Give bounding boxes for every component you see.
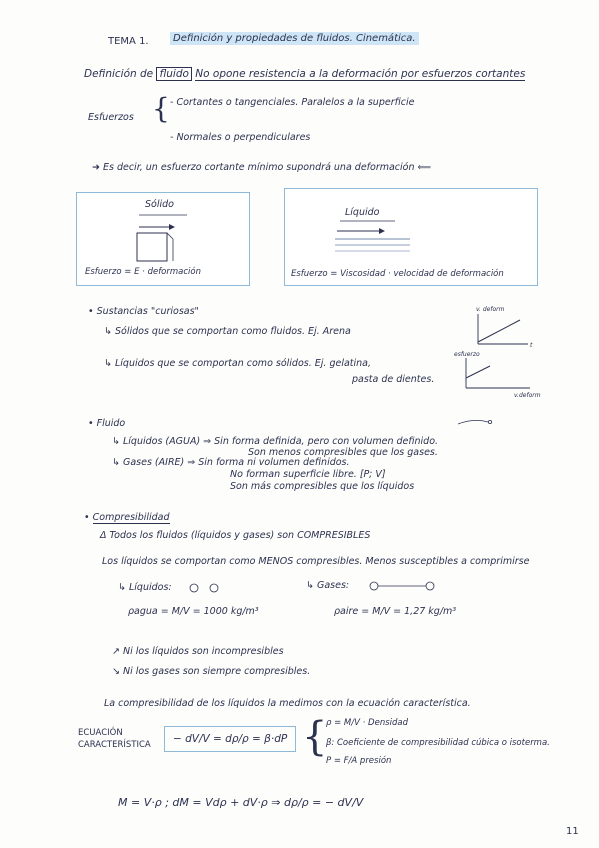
solido-formula: Esfuerzo = E · deformación [85,267,201,277]
liquido-box [284,188,538,286]
caract-line: La compresibilidad de los líquidos la medimos con la ecuación característica. [104,698,471,709]
fluido-word: fluido [156,67,191,81]
def-presion: P = F/A presión [326,756,392,766]
sustancias-line-1: ↳ Sólidos que se comportan como fluidos. Ej. Arena [104,326,351,337]
gases-label: ↳ Gases: [306,580,350,591]
sustancias-heading: • Sustancias "curiosas" [88,306,199,317]
liquidos-label-text: Líquidos: [128,582,172,593]
bottom-equation: M = V·ρ ; dM = Vdρ + dV·ρ ⇒ dρ/ρ = − dV/V [118,796,364,809]
densidad-aire: ρaire = M/V = 1,27 kg/m³ [334,606,457,617]
fluido-heading: • Fluido [88,418,126,429]
graph-2-x-label: v.deform [514,392,541,399]
ni-line-2-text: Ni los gases son siempre compresibles. [122,666,311,677]
ni-line-1-text: Ni los líquidos son incompresibles [122,646,284,657]
gas-molecules-icon [368,578,438,596]
liquid-molecules-icon [186,580,226,596]
fluido-heading-text: Fluido [96,418,126,429]
fluido-gases-3: Son más compresibles que los líquidos [230,481,415,492]
fluido-gases: ↳ Gases (AIRE) ⇒ Sin forma ni volumen definidos. [112,457,350,468]
arrow-left-icon: ⟸ [414,162,432,173]
page-title: Definición y propiedades de fluidos. Cinemática. [170,32,419,45]
compresibilidad-line-1: Δ Todos los fluidos (líquidos y gases) son COMPRESIBLES [100,530,371,541]
ni-line-2: ↘ Ni los gases son siempre compresibles. [112,666,311,677]
liquido-formula: Esfuerzo = Viscosidad · velocidad de deformación [291,269,504,279]
fluido-liquidos-text: Líquidos (AGUA) ⇒ Sin forma definida, pero con volumen definido. [122,436,439,447]
compresibilidad-line-1-text: Todos los fluidos (líquidos y gases) son COMPRESIBLES [109,530,371,541]
brace-defs: { [302,714,328,760]
es-decir-text: Es decir, un esfuerzo cortante mínimo supondrá una deformación [102,162,415,173]
densidad-agua: ρagua = M/V = 1000 kg/m³ [128,606,259,617]
graph-1-x-label: t [530,342,533,349]
sustancias-line-2b: pasta de dientes. [352,374,435,385]
sustancias-line-1-text: Sólidos que se comportan como fluidos. Ej. Arena [114,326,351,337]
def-densidad: ρ = M/V · Densidad [326,718,408,728]
sustancias-line-2a-text: Líquidos que se comportan como sólidos. Ej. gelatina, [114,358,372,369]
loop-icon [456,412,496,432]
definicion-prefix: Definición de [84,68,154,80]
definicion-text: No opone resistencia a la deformación por esfuerzos cortantes [195,68,526,80]
graph-2-y-label: esfuerzo [454,351,480,358]
fluido-liquidos-2: Son menos compresibles que los gases. [248,447,438,458]
solido-box [76,192,250,286]
solido-title: Sólido [145,199,174,210]
arrow-right-icon: ➜ [92,162,103,173]
fluido-gases-2: No forman superficie libre. [P; V] [230,469,386,480]
esfuerzos-label: Esfuerzos [88,112,134,123]
es-decir-line [92,162,431,173]
liquido-title: Líquido [345,207,380,218]
fluido-gases-text: Gases (AIRE) ⇒ Sin forma ni volumen definidos. [122,457,350,468]
brace: { [152,92,170,125]
ni-line-1: ↗ Ni los líquidos son incompresibles [112,646,284,657]
compresibilidad-line-2: Los líquidos se comportan como MENOS compresibles. Menos susceptibles a comprimirse [102,556,530,567]
graph-arena [470,310,570,350]
definicion-line [84,68,525,80]
tema-label: TEMA 1. [108,36,149,47]
gases-label-text: Gases: [316,580,350,591]
liquidos-label: ↳ Líquidos: [118,582,172,593]
graph-gelatina [460,354,560,394]
fluido-liquidos: ↳ Líquidos (AGUA) ⇒ Sin forma definida, pero con volumen definido. [112,436,439,447]
compresibilidad-heading: • Compresibilidad [84,512,170,523]
sustancias-line-2a: ↳ Líquidos que se comportan como sólidos. Ej. gelatina, [104,358,372,369]
esfuerzos-item-2: - Normales o perpendiculares [170,132,311,143]
eq-label-2: CARACTERÍSTICA [78,740,151,750]
compresibilidad-heading-text: Compresibilidad [92,512,170,523]
eq-label-1: ECUACIÓN [78,728,123,738]
def-beta: β: Coeficiente de compresibilidad cúbica o isoterma. [326,738,550,748]
page-number: 11 [566,826,579,837]
graph-1-y-label: v. deform [476,306,505,313]
ecuacion-caracteristica: − dV/V = dρ/ρ = β·dP [164,726,296,752]
sustancias-heading-text: Sustancias "curiosas" [96,306,199,317]
esfuerzos-item-1: - Cortantes o tangenciales. Paralelos a la superficie [170,97,415,108]
